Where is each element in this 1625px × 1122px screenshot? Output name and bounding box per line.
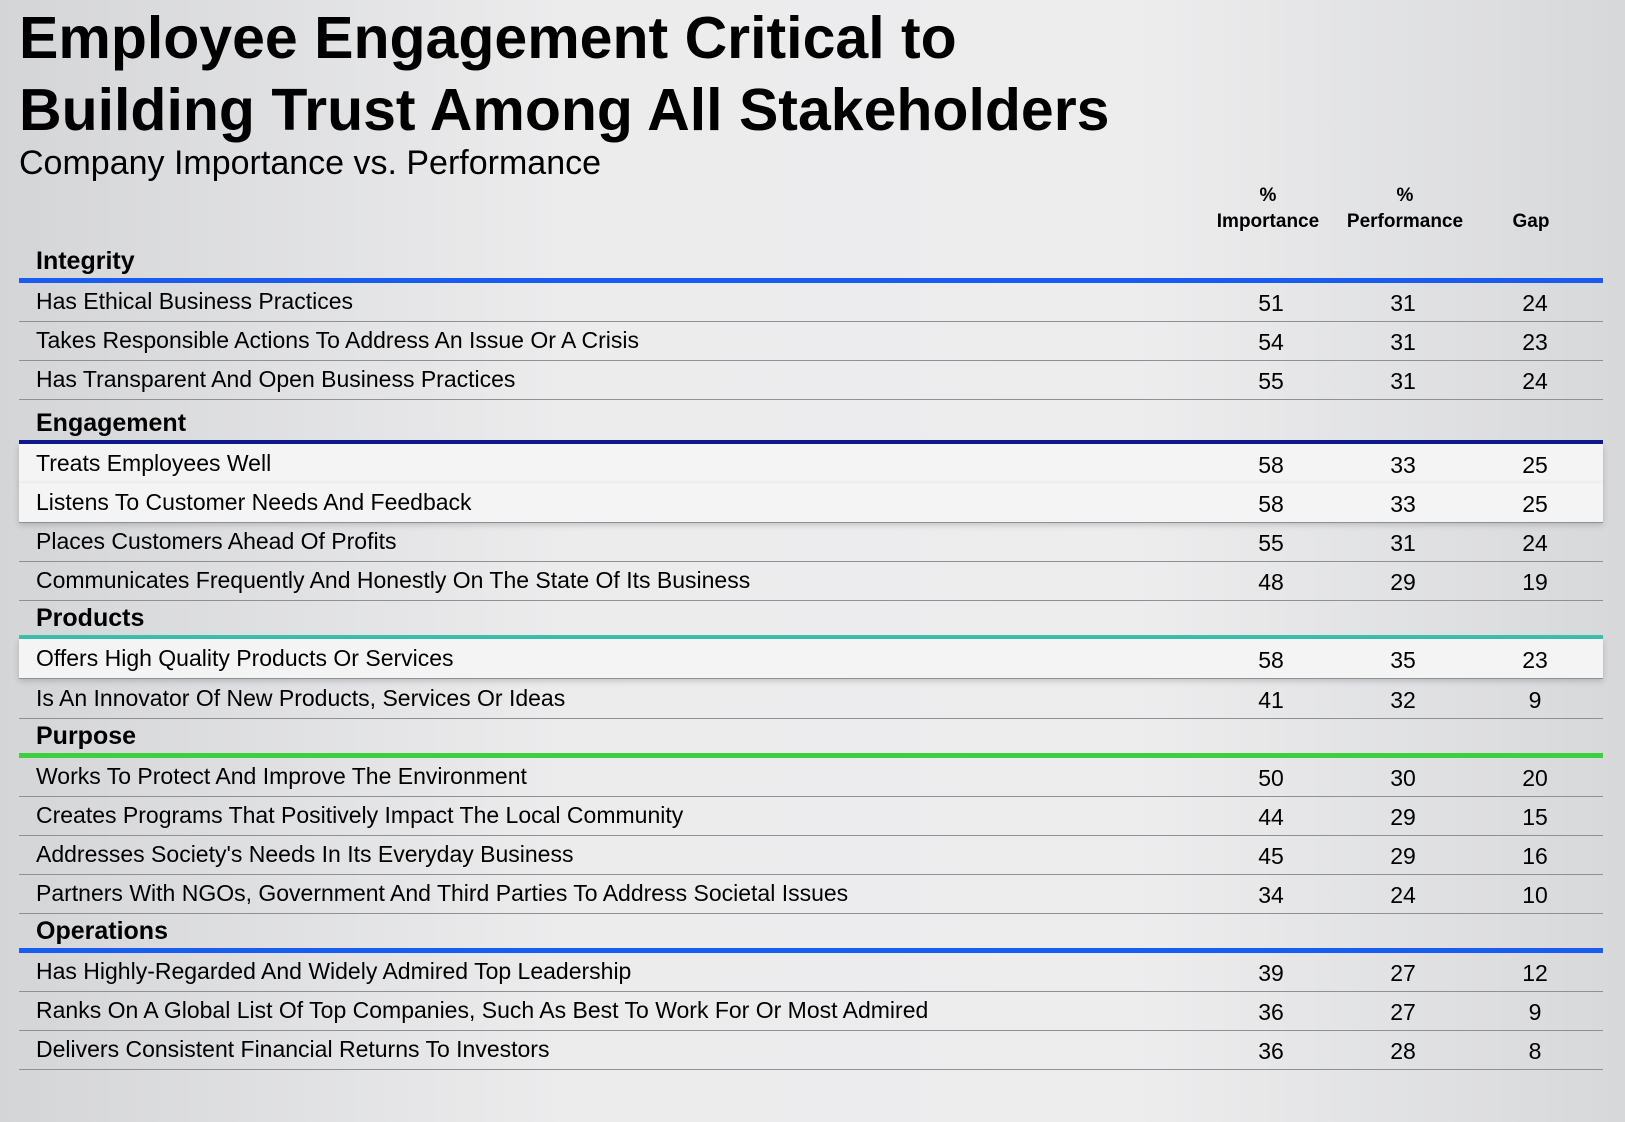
gap-value: 25 (1522, 452, 1548, 478)
performance-value: 24 (1390, 882, 1416, 908)
table-row (19, 522, 1603, 562)
table-row (19, 561, 1603, 601)
importance-value: 44 (1258, 804, 1284, 830)
importance-value: 34 (1258, 882, 1284, 908)
row-label: Addresses Society's Needs In Its Everyday Business (36, 841, 574, 867)
gap-value: 24 (1522, 368, 1548, 394)
row-label: Treats Employees Well (36, 450, 272, 476)
slide-subtitle: Company Importance vs. Performance (19, 144, 602, 182)
table-row (19, 483, 1603, 523)
column-header-importance (1193, 183, 1343, 235)
importance-value: 41 (1258, 687, 1284, 713)
importance-value: 54 (1258, 329, 1284, 355)
table-row (19, 757, 1603, 797)
importance-value: 58 (1258, 647, 1284, 673)
importance-label: Importance (1216, 211, 1320, 232)
performance-value: 31 (1390, 290, 1416, 316)
table-row (19, 1030, 1603, 1070)
gap-value: 24 (1522, 290, 1548, 316)
performance-pct-label: % (1396, 185, 1414, 206)
gap-value: 25 (1522, 491, 1548, 517)
column-header-gap: Gap (1512, 211, 1550, 232)
performance-value: 29 (1390, 843, 1416, 869)
table-row (19, 835, 1603, 875)
row-label: Places Customers Ahead Of Profits (36, 528, 397, 554)
row-label: Communicates Frequently And Honestly On The State Of Its Business (36, 567, 751, 593)
gap-value: 10 (1522, 882, 1548, 908)
row-label: Listens To Customer Needs And Feedback (36, 489, 472, 515)
performance-value: 32 (1390, 687, 1416, 713)
importance-value: 36 (1258, 1038, 1284, 1064)
table-row (19, 360, 1603, 400)
performance-value: 27 (1390, 960, 1416, 986)
importance-value: 39 (1258, 960, 1284, 986)
gap-value: 19 (1522, 569, 1548, 595)
table-row (19, 639, 1603, 679)
slide-title (19, 2, 1110, 146)
row-label: Works To Protect And Improve The Environment (36, 763, 527, 789)
gap-value: 16 (1522, 843, 1548, 869)
gap-value: 12 (1522, 960, 1548, 986)
table-row (19, 444, 1603, 484)
gap-value: 15 (1522, 804, 1548, 830)
performance-value: 29 (1390, 569, 1416, 595)
importance-value: 51 (1258, 290, 1284, 316)
importance-pct-label: % (1259, 185, 1277, 206)
title-line-2: Building Trust Among All Stakeholders (19, 77, 1110, 143)
category-purpose: Purpose (36, 722, 137, 750)
performance-value: 33 (1390, 491, 1416, 517)
importance-value: 45 (1258, 843, 1284, 869)
row-label: Delivers Consistent Financial Returns To Investors (36, 1036, 550, 1062)
row-label: Has Highly-Regarded And Widely Admired Top Leadership (36, 958, 632, 984)
row-label: Creates Programs That Positively Impact The Local Community (36, 802, 684, 828)
row-label: Partners With NGOs, Government And Third Parties To Address Societal Issues (36, 880, 849, 906)
row-label: Has Transparent And Open Business Practices (36, 366, 516, 392)
performance-value: 33 (1390, 452, 1416, 478)
table-row (19, 282, 1603, 322)
row-label: Ranks On A Global List Of Top Companies, Such As Best To Work For Or Most Admired (36, 997, 929, 1023)
category-products: Products (36, 604, 145, 632)
performance-value: 30 (1390, 765, 1416, 791)
performance-value: 29 (1390, 804, 1416, 830)
category-operations: Operations (36, 917, 168, 945)
table-row (19, 991, 1603, 1031)
gap-value: 24 (1522, 530, 1548, 556)
row-label: Is An Innovator Of New Products, Services Or Ideas (36, 685, 566, 711)
gap-value: 9 (1528, 999, 1542, 1025)
performance-value: 31 (1390, 530, 1416, 556)
importance-value: 55 (1258, 368, 1284, 394)
importance-value: 58 (1258, 491, 1284, 517)
gap-value: 8 (1528, 1038, 1542, 1064)
table-row (19, 321, 1603, 361)
row-label: Takes Responsible Actions To Address An Issue Or A Crisis (36, 327, 639, 353)
performance-value: 27 (1390, 999, 1416, 1025)
performance-value: 28 (1390, 1038, 1416, 1064)
table-row (19, 796, 1603, 836)
title-line-1: Employee Engagement Critical to (19, 5, 957, 71)
table-row (19, 874, 1603, 914)
row-label: Has Ethical Business Practices (36, 288, 354, 314)
importance-value: 50 (1258, 765, 1284, 791)
gap-value: 9 (1528, 687, 1542, 713)
performance-value: 31 (1390, 329, 1416, 355)
importance-value: 55 (1258, 530, 1284, 556)
table-row (19, 679, 1603, 719)
table-row (19, 952, 1603, 992)
performance-label: Performance (1346, 211, 1464, 232)
performance-value: 35 (1390, 647, 1416, 673)
row-label: Offers High Quality Products Or Services (36, 645, 454, 671)
gap-value: 23 (1522, 329, 1548, 355)
category-engagement: Engagement (36, 409, 187, 437)
importance-value: 48 (1258, 569, 1284, 595)
importance-value: 58 (1258, 452, 1284, 478)
performance-value: 31 (1390, 368, 1416, 394)
category-integrity: Integrity (36, 247, 135, 275)
importance-value: 36 (1258, 999, 1284, 1025)
gap-value: 20 (1522, 765, 1548, 791)
gap-value: 23 (1522, 647, 1548, 673)
